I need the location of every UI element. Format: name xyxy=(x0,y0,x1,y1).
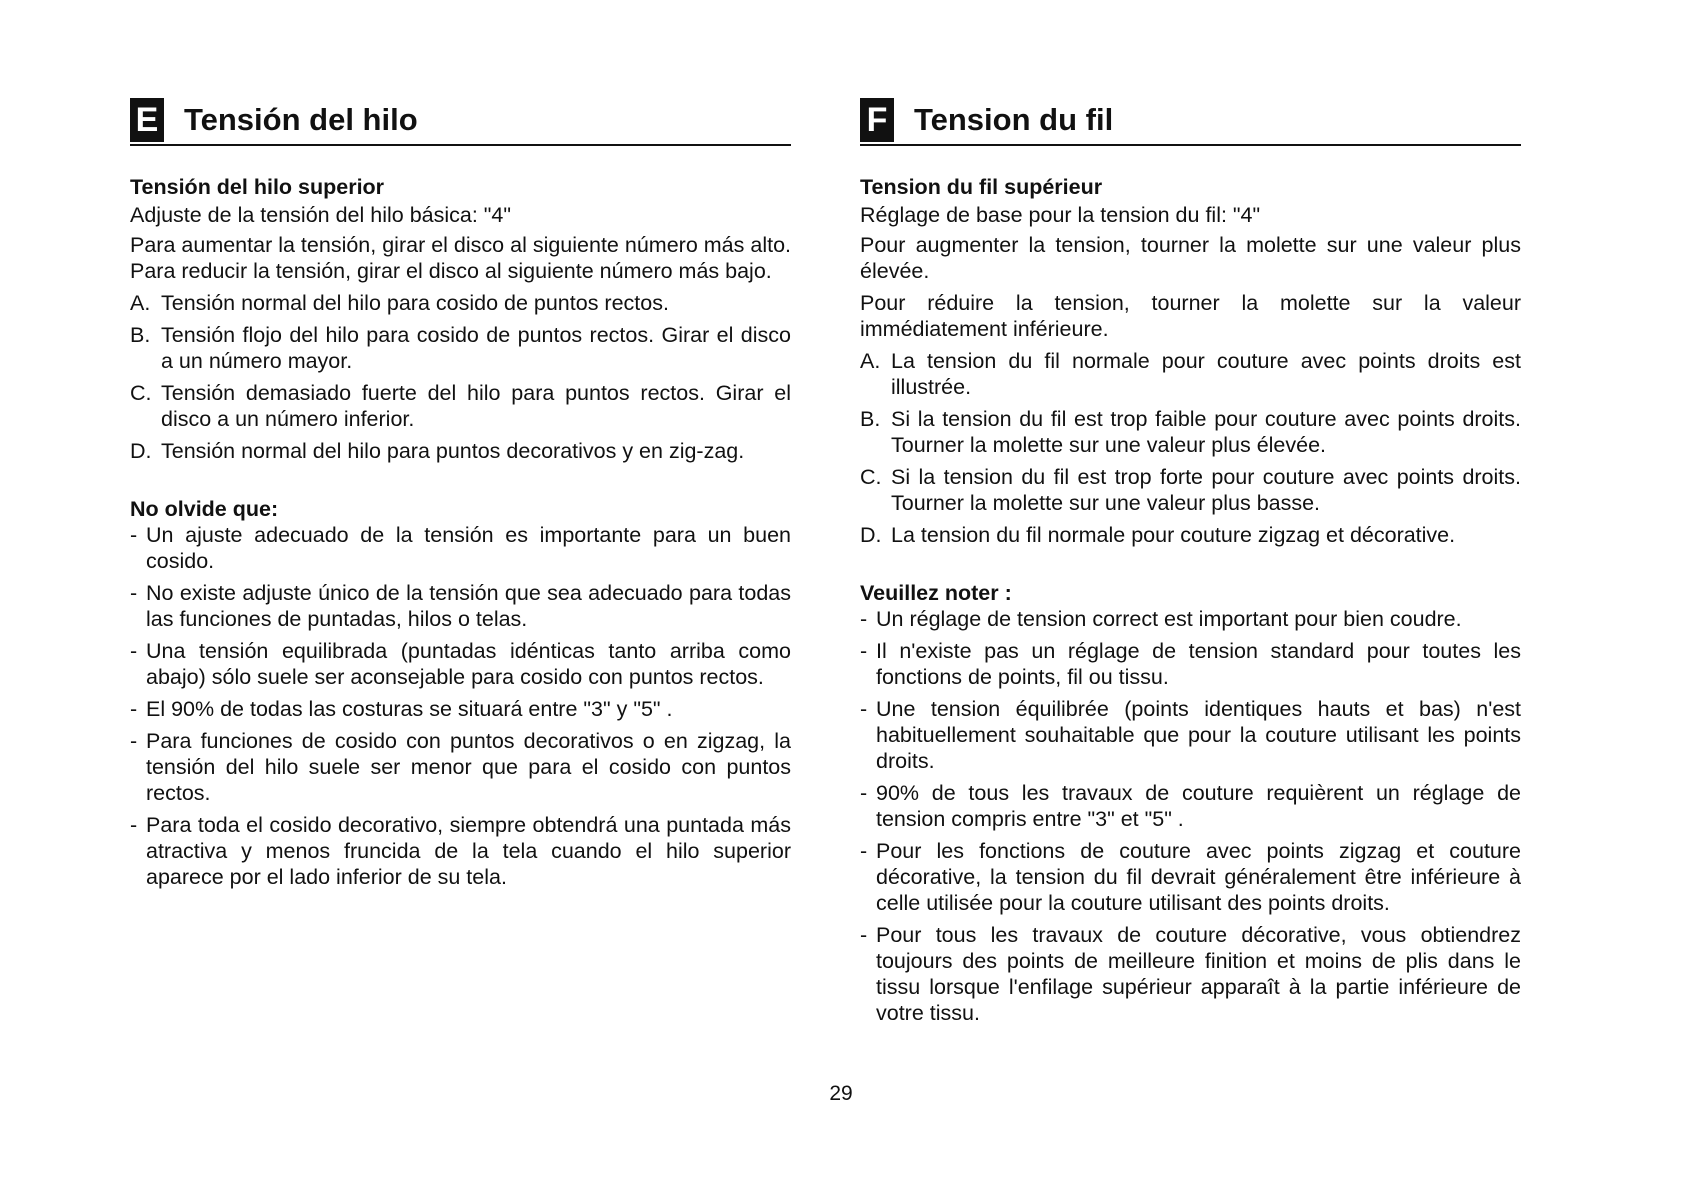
french-section xyxy=(860,96,1521,1032)
spanish-note-heading: No olvide que: xyxy=(130,497,279,521)
french-note-heading: Veuillez noter : xyxy=(860,581,1012,605)
spanish-adjust-text: Para aumentar la tensión, girar el disco al siguiente número más alto. Para reducir la tensión, girar el disco al siguiente número más bajo. xyxy=(130,233,791,283)
spanish-upper-heading: Tensión del hilo superior xyxy=(130,175,385,199)
spanish-note-item xyxy=(130,638,791,690)
french-list-item xyxy=(860,348,1521,400)
list-text: Si la tension du fil est trop faible pour couture avec points droits. Tourner la molette sur une valeur plus élevée. xyxy=(891,407,1521,457)
spanish-list-item xyxy=(130,438,791,464)
list-text: Si la tension du fil est trop forte pour couture avec points droits. Tourner la molette sur une valeur plus basse. xyxy=(891,465,1521,515)
list-marker: B. xyxy=(130,323,151,347)
french-decrease-text: Pour réduire la tension, tourner la molette sur la valeur immédiatement inférieure. xyxy=(860,291,1521,341)
note-dash: - xyxy=(130,697,138,721)
note-dash: - xyxy=(860,839,868,863)
note-dash: - xyxy=(860,697,868,721)
french-note-item xyxy=(860,606,1521,632)
french-basic-setting: Réglage de base pour la tension du fil: "4" xyxy=(860,203,1261,227)
note-dash: - xyxy=(130,523,138,547)
note-text: Une tension équilibrée (points identiques hauts et bas) n'est habituellement souhaitable que pour la couture utilisant les points droits. xyxy=(876,697,1521,773)
list-marker: A. xyxy=(130,291,151,315)
note-text: No existe adjuste único de la tensión que sea adecuado para todas las funciones de puntadas, hilos o telas. xyxy=(146,581,791,631)
spanish-list-item xyxy=(130,322,791,374)
spanish-section xyxy=(130,96,791,896)
list-marker: A. xyxy=(860,349,881,373)
note-text: 90% de tous les travaux de couture requièrent un réglage de tension compris entre "3" et "5" . xyxy=(876,781,1521,831)
note-text: Una tensión equilibrada (puntadas idénticas tanto arriba como abajo) sólo suele ser aconsejable para cosido con puntos rectos. xyxy=(146,639,791,689)
french-note-item xyxy=(860,922,1521,1026)
french-badge: F xyxy=(860,98,894,142)
note-dash: - xyxy=(130,581,138,605)
list-text: Tensión flojo del hilo para cosido de puntos rectos. Girar el disco a un número mayor. xyxy=(161,323,791,373)
note-text: Para toda el cosido decorativo, siempre obtendrá una puntada más atractiva y menos fruncida de la tela cuando el hilo superior aparece por el lado inferior de su tela. xyxy=(146,813,791,889)
spanish-basic-setting: Adjuste de la tensión del hilo básica: "4" xyxy=(130,203,512,227)
note-dash: - xyxy=(130,639,138,663)
spanish-note-item xyxy=(130,522,791,574)
french-upper-heading: Tension du fil supérieur xyxy=(860,175,1103,199)
list-marker: B. xyxy=(860,407,881,431)
list-marker: D. xyxy=(860,523,882,547)
list-text: Tensión normal del hilo para puntos decorativos y en zig-zag. xyxy=(161,439,745,463)
list-text: Tensión demasiado fuerte del hilo para puntos rectos. Girar el disco a un número inferior. xyxy=(161,381,791,431)
spanish-note-item xyxy=(130,728,791,806)
note-dash: - xyxy=(130,729,138,753)
note-text: Pour tous les travaux de couture décorative, vous obtiendrez toujours des points de meilleure finition et moins de plis dans le tissu lorsque l'enfilage supérieur apparaît à la partie inférieure de votre tissu. xyxy=(876,923,1521,1025)
french-note-item xyxy=(860,696,1521,774)
french-note-item xyxy=(860,838,1521,916)
french-list-item xyxy=(860,406,1521,458)
french-note-item xyxy=(860,780,1521,832)
french-list-item xyxy=(860,464,1521,516)
french-increase-text: Pour augmenter la tension, tourner la molette sur une valeur plus élevée. xyxy=(860,233,1521,283)
note-dash: - xyxy=(130,813,138,837)
french-note-item xyxy=(860,638,1521,690)
spanish-header xyxy=(130,96,791,146)
list-marker: D. xyxy=(130,439,152,463)
note-dash: - xyxy=(860,639,868,663)
note-text: Il n'existe pas un réglage de tension standard pour toutes les fonctions de points, fil ou tissu. xyxy=(876,639,1521,689)
spanish-note-item xyxy=(130,580,791,632)
note-dash: - xyxy=(860,923,868,947)
french-header xyxy=(860,96,1521,146)
list-marker: C. xyxy=(130,381,152,405)
note-text: Un ajuste adecuado de la tensión es importante para un buen cosido. xyxy=(146,523,791,573)
list-text: La tension du fil normale pour couture zigzag et décorative. xyxy=(891,523,1456,547)
list-marker: C. xyxy=(860,465,882,489)
french-list-item xyxy=(860,522,1521,548)
note-dash: - xyxy=(860,781,868,805)
note-text: El 90% de todas las costuras se situará entre "3" y "5" . xyxy=(146,697,673,721)
spanish-note-item xyxy=(130,812,791,890)
spanish-badge: E xyxy=(130,98,164,142)
note-text: Para funciones de cosido con puntos decorativos o en zigzag, la tensión del hilo suele ser menor que para el cosido con puntos rectos. xyxy=(146,729,791,805)
list-text: La tension du fil normale pour couture avec points droits est illustrée. xyxy=(891,349,1521,399)
french-title: Tension du fil xyxy=(914,102,1114,137)
spanish-list-item xyxy=(130,290,791,316)
note-text: Pour les fonctions de couture avec points zigzag et couture décorative, la tension du fil devrait généralement être inférieure à celle utilisée pour la couture utilisant des points droits. xyxy=(876,839,1521,915)
spanish-title: Tensión del hilo xyxy=(184,102,418,137)
spanish-note-item xyxy=(130,696,791,722)
page-number: 29 xyxy=(829,1082,853,1105)
french-body xyxy=(860,174,1521,1026)
note-text: Un réglage de tension correct est important pour bien coudre. xyxy=(876,607,1462,631)
note-dash: - xyxy=(860,607,868,631)
spanish-list-item xyxy=(130,380,791,432)
spanish-body xyxy=(130,174,791,890)
list-text: Tensión normal del hilo para cosido de puntos rectos. xyxy=(161,291,669,315)
